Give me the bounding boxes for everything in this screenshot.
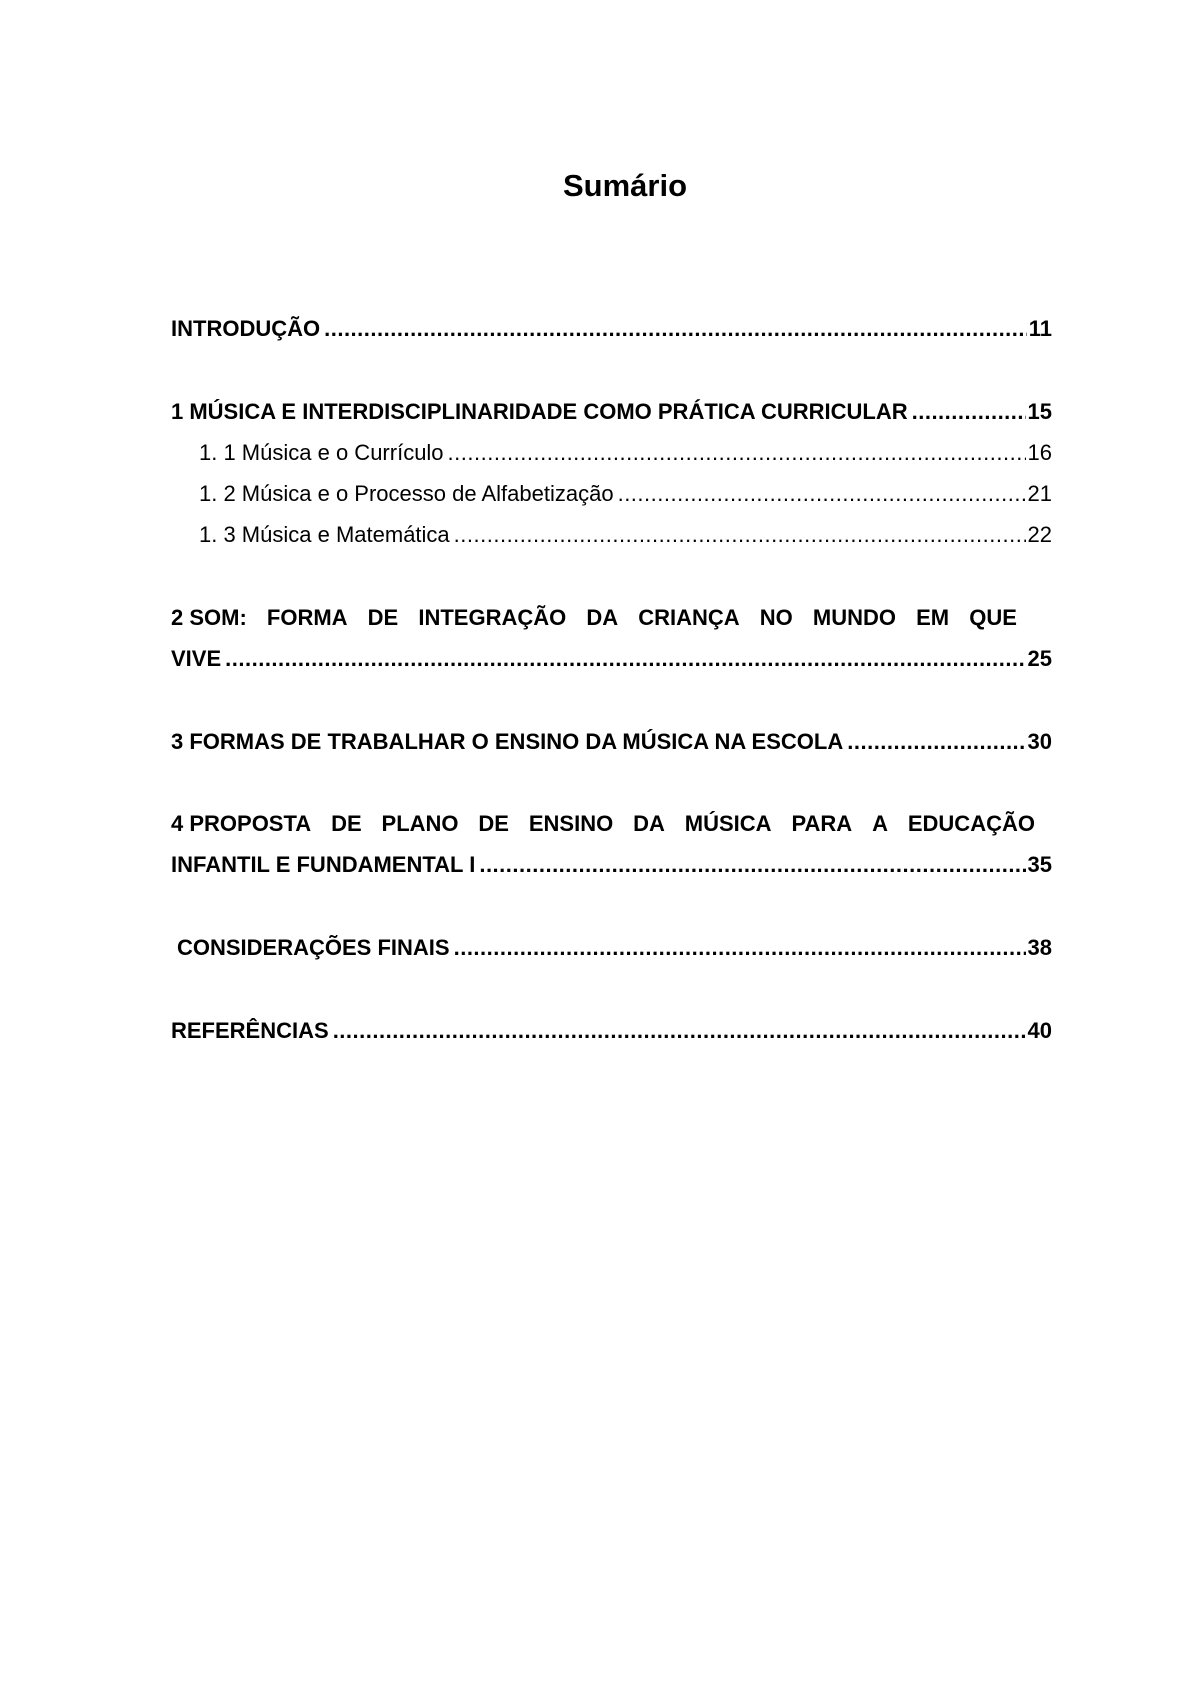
toc-word: DE [331, 811, 362, 836]
toc-entry-cap1[interactable] [171, 397, 1052, 427]
toc-leader-dots [225, 644, 1025, 674]
toc-word: MUNDO [812, 605, 897, 630]
toc-entry-cap1-3[interactable] [199, 520, 1052, 550]
toc-entry-label: 1. 1 Música e o Currículo [199, 440, 444, 465]
toc-word: INTEGRAÇÃO [418, 605, 567, 630]
toc-leader-dots [912, 397, 1026, 427]
toc-entry-page: 15 [1027, 399, 1052, 424]
toc-word: 4 PROPOSTA [171, 811, 312, 836]
toc-entry-label: CONSIDERAÇÕES FINAIS [177, 935, 450, 960]
toc-leader-dots [454, 933, 1026, 963]
toc-entry-cap4-line1[interactable] [171, 809, 1035, 839]
toc-entry-cap2-line2[interactable] [171, 644, 1052, 674]
toc-entry-label: INFANTIL E FUNDAMENTAL I [171, 852, 476, 877]
toc-entry-label: INTRODUÇÃO [171, 316, 321, 341]
toc-leader-dots [618, 479, 1026, 509]
toc-word: 2 SOM: [171, 605, 247, 630]
toc-entry-page: 25 [1027, 646, 1052, 671]
toc-leader-dots [333, 1016, 1026, 1046]
toc-entry-consideracoes[interactable] [177, 933, 1052, 963]
toc-entry-page: 21 [1027, 481, 1052, 506]
toc-entry-page: 30 [1027, 729, 1052, 754]
toc-entry-introducao[interactable] [171, 314, 1052, 344]
toc-word: DA [633, 811, 665, 836]
toc-entry-cap3[interactable] [171, 727, 1052, 757]
toc-entry-cap1-2[interactable] [199, 479, 1052, 509]
toc-entry-referencias[interactable] [171, 1016, 1052, 1046]
toc-word: DE [367, 605, 399, 630]
toc-leader-dots [847, 727, 1025, 757]
page-title: Sumário [562, 168, 688, 203]
toc-entry-page: 38 [1027, 935, 1052, 960]
toc-entry-page: 16 [1027, 440, 1052, 465]
toc-entry-page: 40 [1027, 1018, 1052, 1043]
toc-word: MÚSICA [684, 811, 772, 836]
toc-entry-cap4-line2[interactable] [171, 850, 1052, 880]
toc-entry-cap2-line1[interactable] [171, 603, 1017, 633]
toc-word: DE [478, 811, 509, 836]
toc-entry-label: 1 MÚSICA E INTERDISCIPLINARIDADE COMO PRÁTICA CURRICULAR [171, 399, 908, 424]
toc-word: CRIANÇA [638, 605, 740, 630]
toc-leader-dots [479, 850, 1025, 880]
toc-word: A [872, 811, 888, 836]
toc-word: ENSINO [528, 811, 614, 836]
toc-word: QUE [969, 605, 1017, 630]
toc-entry-label: 1. 3 Música e Matemática [199, 522, 450, 547]
toc-leader-dots [324, 314, 1027, 344]
toc-entry-label: REFERÊNCIAS [171, 1018, 329, 1043]
toc-entry-label: 1. 2 Música e o Processo de Alfabetização [199, 481, 614, 506]
toc-word: PLANO [381, 811, 459, 836]
toc-entry-label: VIVE [171, 646, 222, 671]
toc-leader-dots [454, 520, 1026, 550]
toc-word: EDUCAÇÃO [907, 811, 1035, 836]
toc-entry-page: 35 [1027, 852, 1052, 877]
toc-word: EM [916, 605, 950, 630]
toc-word: NO [759, 605, 793, 630]
toc-word: FORMA [266, 605, 348, 630]
toc-entry-label: 3 FORMAS DE TRABALHAR O ENSINO DA MÚSICA NA ESCOLA [171, 729, 844, 754]
toc-entry-page: 11 [1028, 316, 1052, 341]
toc-entry-cap1-1[interactable] [199, 438, 1052, 468]
toc-word: PARA [791, 811, 853, 836]
toc-leader-dots [448, 438, 1026, 468]
toc-entry-page: 22 [1027, 522, 1052, 547]
toc-word: DA [586, 605, 619, 630]
